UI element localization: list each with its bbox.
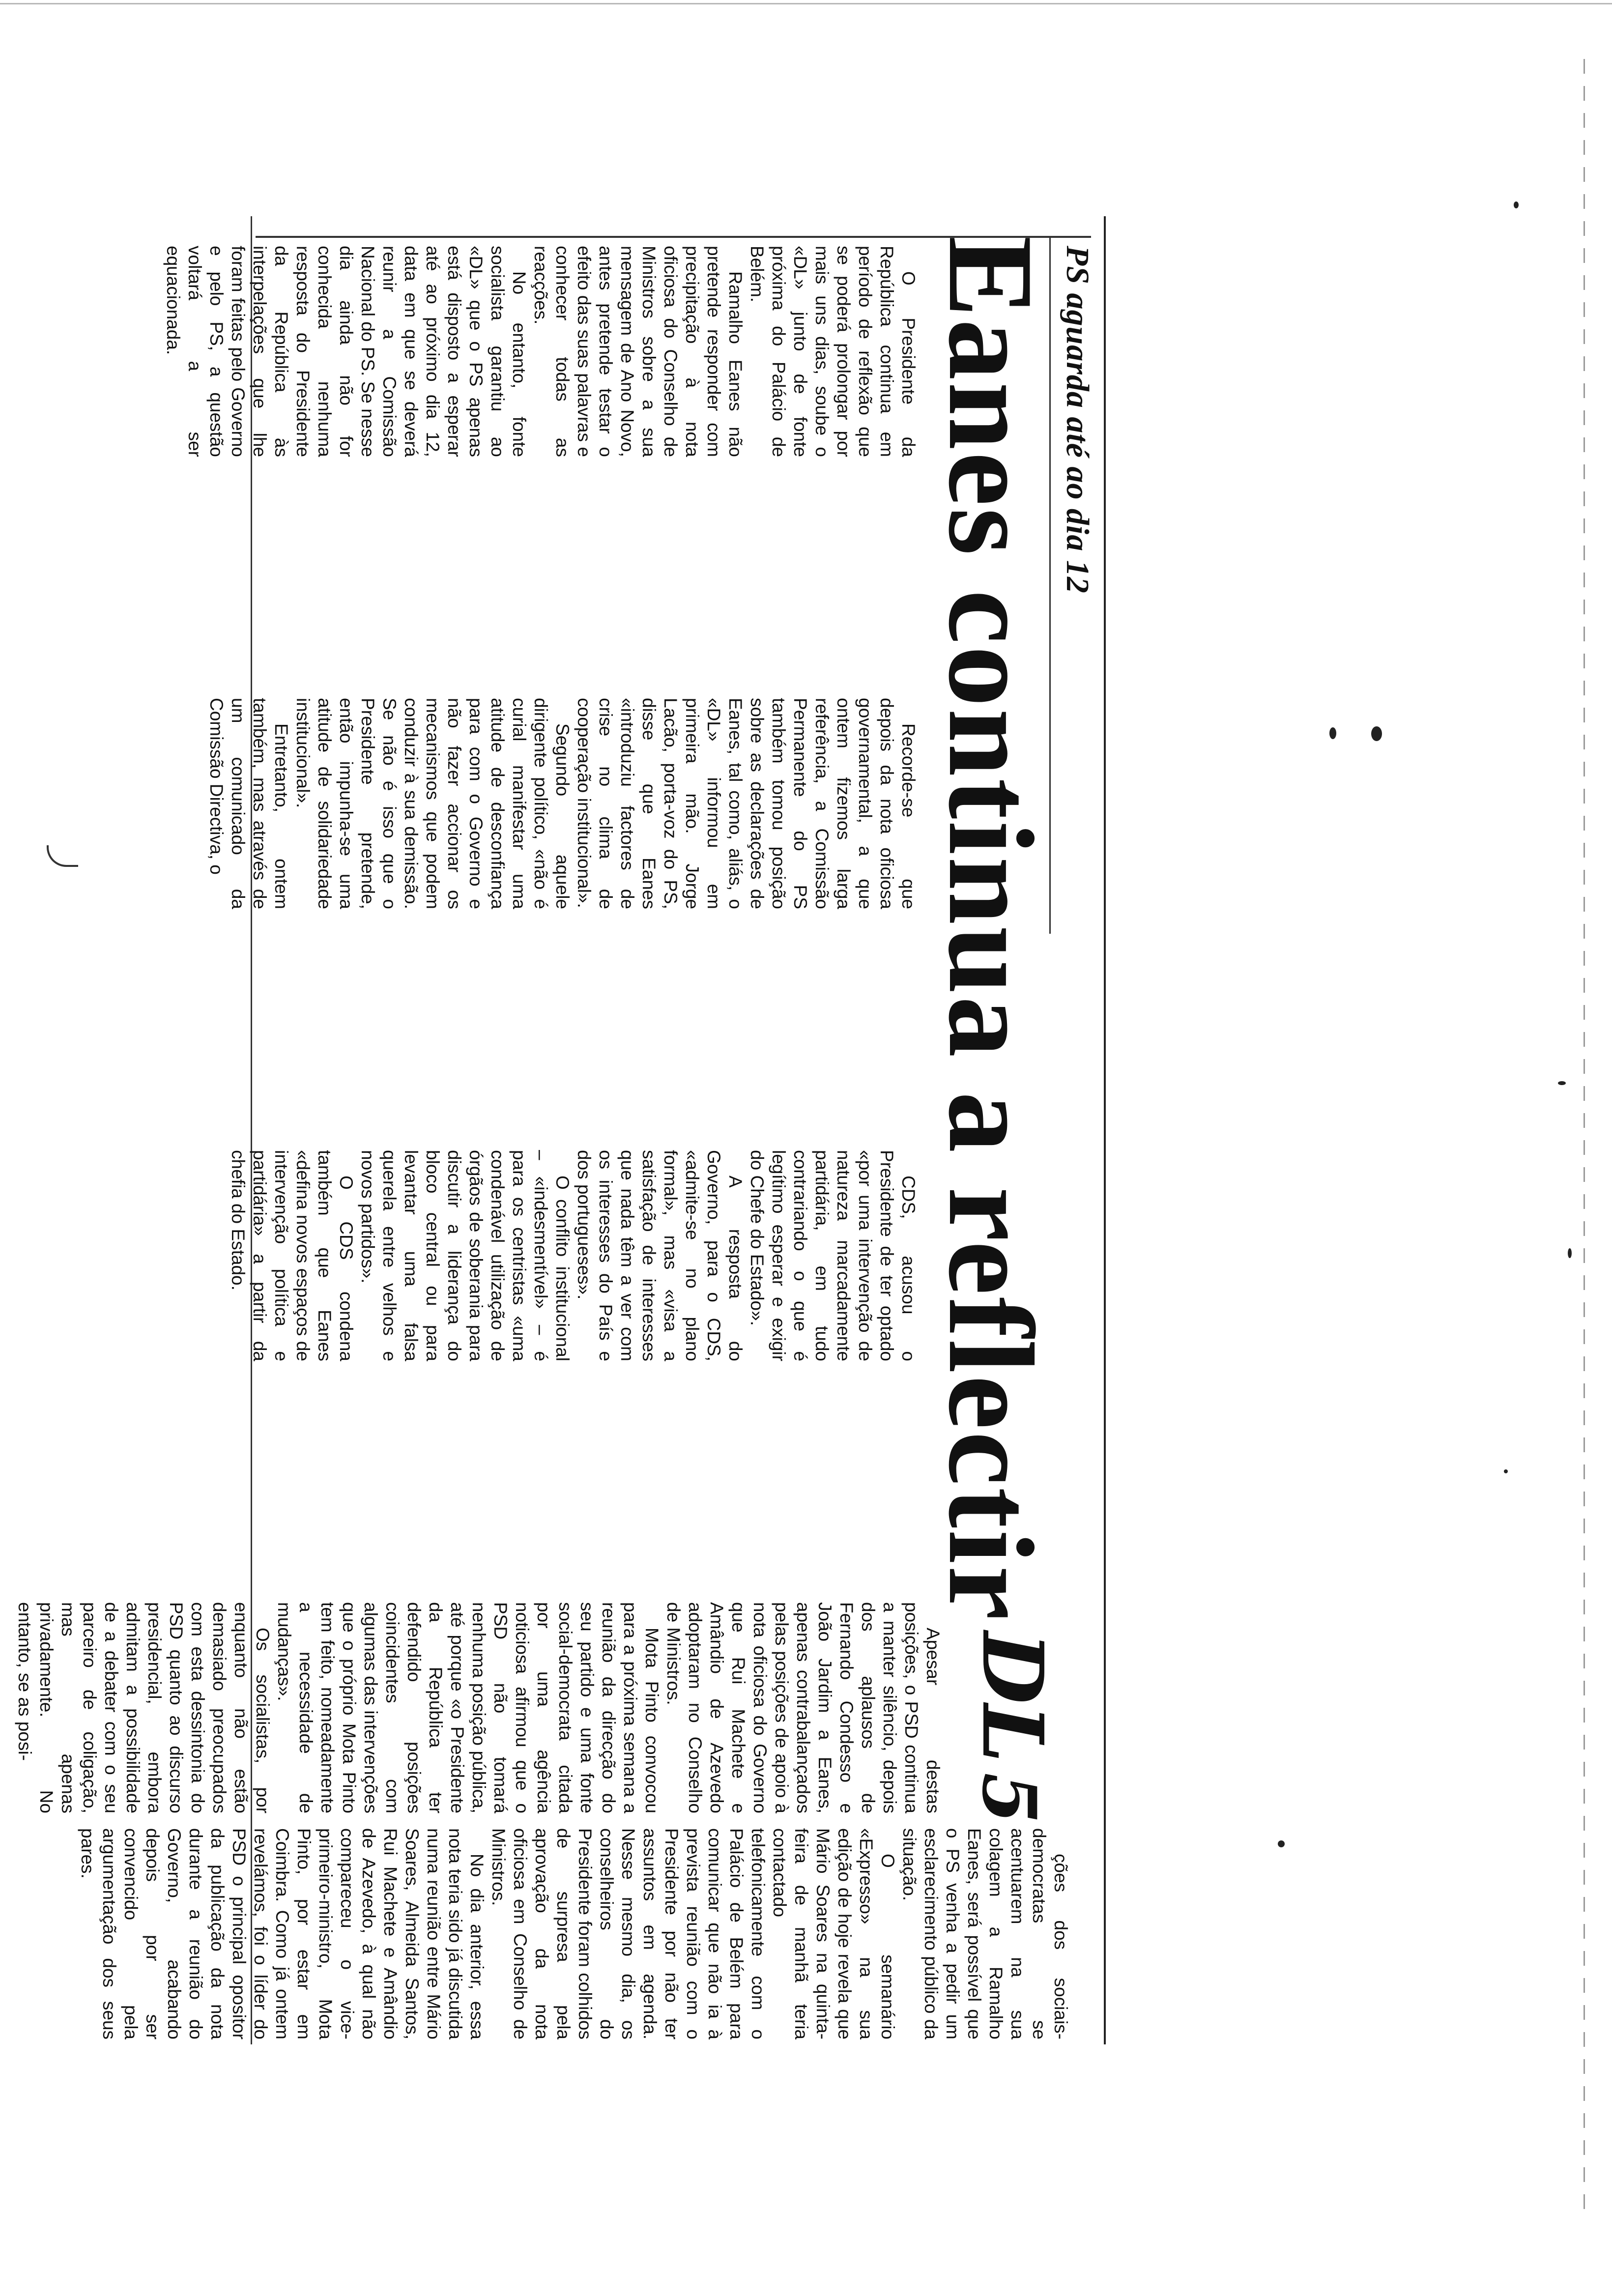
paragraph: Entretanto, ontem também, mas através de um comunicado da Comissão Directiva, o [206, 698, 291, 909]
article-headline: Eanes continua a reflectir [923, 236, 1059, 1622]
paragraph: O CDS condena também que Eanes «defina novos espaços de intervenção política e partidária» a partir da chefia do Estado. [228, 1150, 356, 1361]
paragraph: No dia anterior, essa nota teria sido já discutida numa reunião entre Mário Soares, Almeida Santos, Rui Machete e Amândio de Azevedo, à qual não compareceu o vice-primeiro-ministro, Mota Pinto, por estar em Coimbra. Como já ontem revelámos, foi o líder do PSD o principal opositor da publicação da nota durante a reunião do Governo, acabando depois por ser convencido pela argumentação dos seus pares. [78, 1828, 487, 2039]
scan-mark [47, 845, 78, 867]
paragraph: Mota Pinto convocou para a próxima semana a reunião da direcção do seu partido e uma fonte social-democrata citada por uma agência noticiosa afirmou que o PSD não tomará nenhuma posição pública, até porque «o Presidente da República ter defendido posições coincidentes com algumas das intervenções que o próprio Mota Pinto tem feito, nomeadamente a necessidade de mudanças». [274, 1602, 662, 1813]
paragraph: A resposta do Governo, para o CDS, «admite-se no plano formal», mas «visa a satisfação de interesses que nada têm a ver com os interesses do País e dos portugueses». [574, 1150, 746, 1361]
scan-speck [1278, 1840, 1285, 1847]
article-column-4 [14, 1602, 944, 1813]
handwritten-annotation [963, 1632, 1062, 1824]
paragraph: ções dos sociais-democratas se acentuarem na sua colagem a Ramalho Eanes, será possível que o PS venha a pedir um esclarecimento público da situação. [899, 1828, 1071, 2039]
paragraph: Os socialistas, por enquanto não estão demasiado preocupados com esta dessintonia do PSD quanto ao discurso presidencial, embora admitam a possibilidade de a debater com o seu parceiro de coligação, mas apenas privadamente. No entanto, se as posi- [15, 1602, 273, 1813]
article-column-1 [162, 246, 919, 457]
article-kicker: PS aguarda até ao dia 12 [1060, 246, 1095, 594]
paragraph: Ramalho Eanes não pretende responder com precipitação à nota oficiosa do Conselho de Ministros sobre a sua mensagem de Ano Novo, antes pretende testar o efeito das suas palavras e conhecer todas as reacções. [531, 246, 746, 457]
scan-speck [1558, 1081, 1566, 1085]
annotation-number: 5 [966, 1772, 1052, 1824]
paragraph: Apesar destas posições, o PSD continua a manter silêncio, depois dos aplausos de Fernando Condesso e João Jardim a Eanes, apenas contrabalançados pelas posições de apoio à nota oficiosa do Governo que Rui Machete e Amândio de Azevedo adoptaram no Conselho de Ministros. [663, 1602, 943, 1813]
paragraph: O Presidente da República continua em período de reflexão que se poderá prolongar por mais uns dias, soube o «DL» junto de fonte próxima do Palácio de Belém. [747, 246, 919, 457]
scan-edge-right [1583, 59, 1585, 2221]
scan-speck [1504, 1469, 1508, 1473]
paragraph: Segundo aquele dirigente político, «não é curial manifestar uma atitude de desconfiança para com o Governo e não fazer accionar os mecanismos que podem conduzir à sua demissão. Se não é isso que o Presidente pretende, então impunha-se uma atitude de solidariedade institucional». [293, 698, 573, 909]
annotation-letters: DL [963, 1632, 1062, 1763]
scan-speck [1371, 726, 1382, 741]
paragraph: CDS, acusou o Presidente de ter optado «por uma intervenção de natureza marcadamente partidária, em tudo contrariando o que é legítimo esperar e exigir do Chefe do Estado». [747, 1150, 919, 1361]
paragraph: Recorde-se que depois da nota oficiosa governamental, a que ontem fizemos larga referência, a Comissão Permanente do PS também tomou posição sobre as declarações de Eanes, tal como, aliás, o «DL» informou em primeira mão. Jorge Lacão, porta-voz do PS, disse que Eanes «introduziu factores de crise no clima de cooperação institucional». [574, 698, 919, 909]
scan-edge-top [0, 3, 1612, 4]
article-column-2 [205, 698, 919, 909]
scan-speck [1568, 1248, 1572, 1258]
scan-speck [1329, 727, 1336, 739]
paragraph: O semanário «Expresso» na sua edição de hoje revela que Mário Soares na quinta-feira de manhã teria contactado telefonicamente com o Palácio de Belém para comunicar que não ia à prevista reunião com o Presidente por não ter assuntos em agenda. Nesse mesmo dia, os conselheiros do Presidente foram colhidos de surpresa pela aprovação da nota oficiosa em Conselho de Ministros. [489, 1828, 898, 2039]
newspaper-clipping [15, 216, 1106, 2044]
paragraph: No entanto, fonte socialista garantiu ao «DL» que o PS apenas está disposto a esperar até ao próximo dia 12, data em que se deverá reunir a Comissão Nacional do PS. Se nesse dia ainda não for conhecida nenhuma resposta do Presidente da República às interpelações que lhe foram feitas pelo Governo e pelo PS, a questão voltará a ser equacionada. [163, 246, 529, 457]
scan-speck [1514, 201, 1519, 208]
article-column-3 [227, 1150, 919, 1361]
paragraph: O conflito institucional – «indesmentível» – é para os centristas «uma condenável utilização de órgãos de soberania para discutir a liderança do bloco central ou para levantar uma falsa querela entre velhos e novos partidos». [358, 1150, 573, 1361]
article-column-5 [77, 1828, 1071, 2039]
